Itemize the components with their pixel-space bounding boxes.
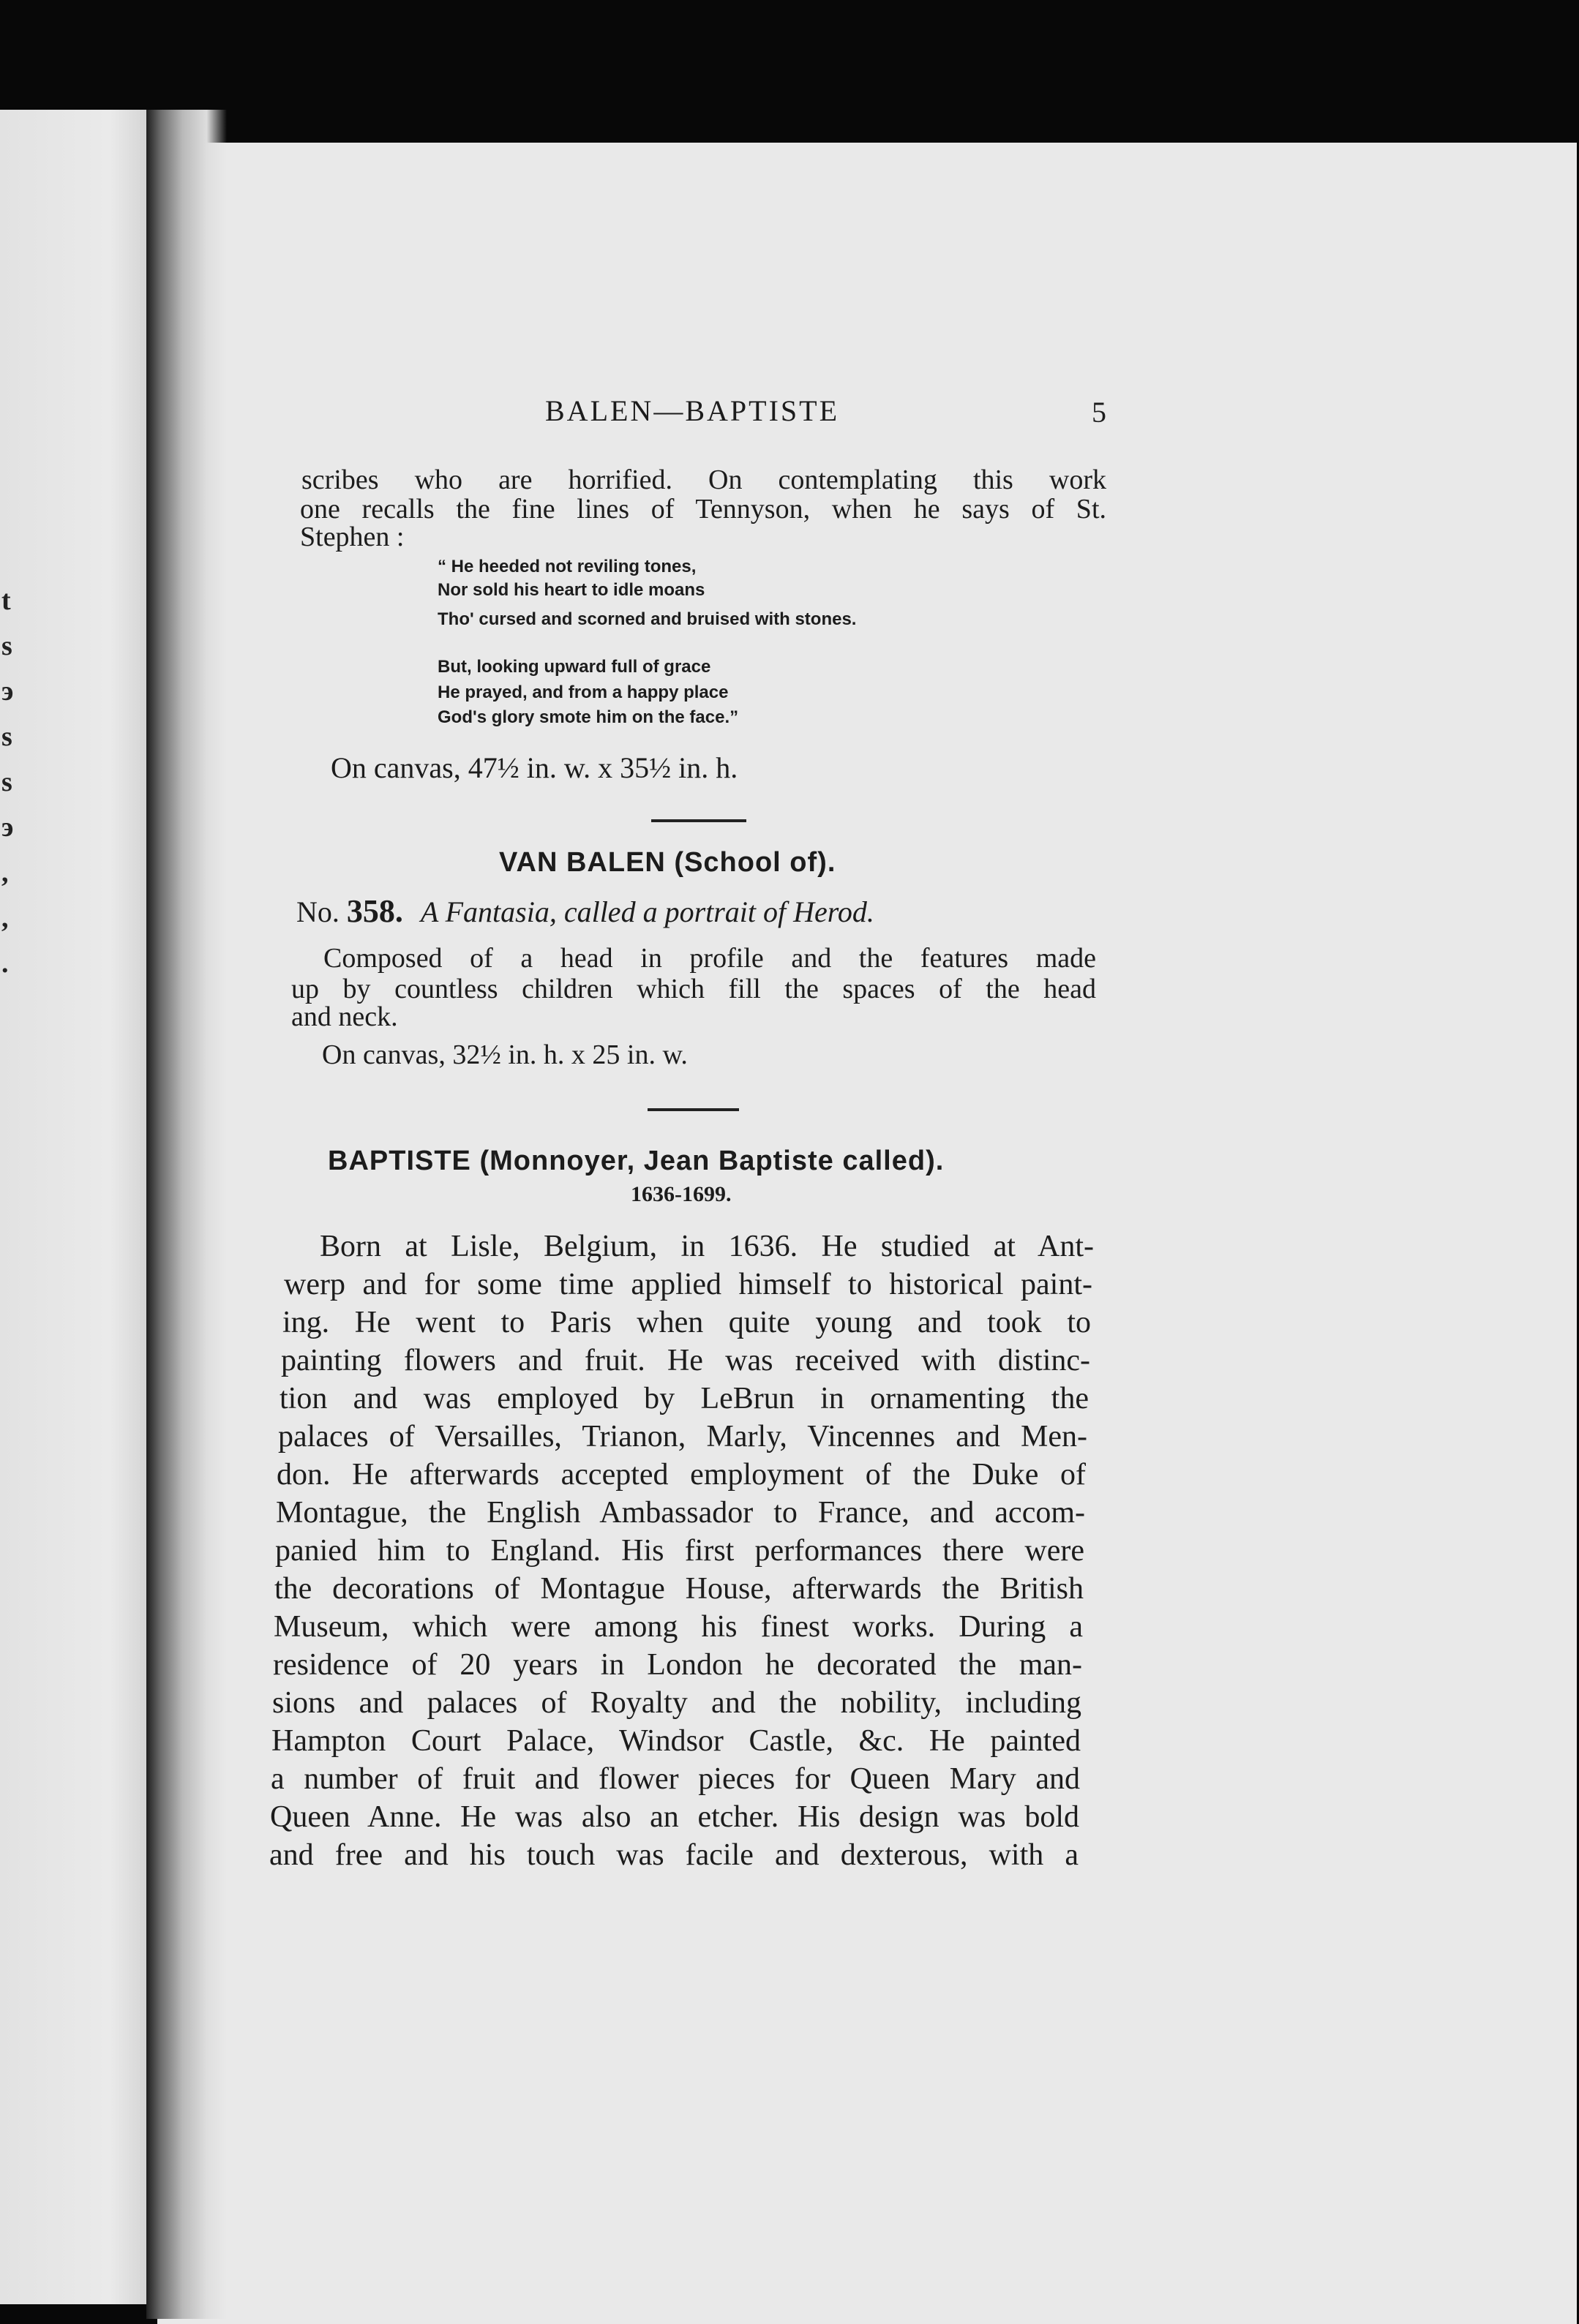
body-line: residence of 20 years in London he decorated the man- xyxy=(273,1648,1082,1682)
body-line: werp and for some time applied himself to historical paint- xyxy=(284,1268,1092,1301)
poem-line: He prayed, and from a happy place xyxy=(438,682,729,702)
body-line: ing. He went to Paris when quite young and took to xyxy=(282,1306,1091,1339)
poem-line: But, looking upward full of grace xyxy=(438,657,711,677)
page-number: 5 xyxy=(1092,396,1106,429)
body-line: Born at Lisle, Belgium, in 1636. He studied at Ant- xyxy=(320,1230,1094,1263)
section-rule xyxy=(651,819,746,822)
margin-mark: э xyxy=(1,812,14,843)
description-line: up by countless children which fill the spaces of the head xyxy=(291,974,1096,1004)
poem-line: “ He heeded not reviling tones, xyxy=(438,557,697,576)
intro-line: one recalls the fine lines of Tennyson, when he says of St. xyxy=(300,494,1106,524)
body-line: Queen Anne. He was also an etcher. His design was bold xyxy=(270,1800,1079,1834)
poem-line: God's glory smote him on the face.” xyxy=(438,707,739,727)
section-rule xyxy=(648,1108,739,1111)
margin-mark: s xyxy=(1,767,12,797)
body-line: painting flowers and fruit. He was received with distinc- xyxy=(281,1344,1090,1377)
margin-mark: . xyxy=(1,948,9,979)
margin-mark: э xyxy=(1,676,14,707)
margin-mark: , xyxy=(1,903,9,933)
poem-line: Nor sold his heart to idle moans xyxy=(438,580,705,600)
margin-mark: , xyxy=(1,857,9,888)
canvas-dimensions: On canvas, 32½ in. h. x 25 in. w. xyxy=(322,1039,688,1070)
margin-mark: t xyxy=(1,585,11,616)
section-heading-van-balen: VAN BALEN (School of). xyxy=(499,847,836,878)
intro-line: scribes who are horrified. On contemplating this work xyxy=(301,465,1106,495)
description-line: and neck. xyxy=(291,1001,398,1032)
body-line: tion and was employed by LeBrun in ornamenting the xyxy=(280,1382,1089,1415)
description-line: Composed of a head in profile and the features made xyxy=(323,943,1096,974)
body-line: a number of fruit and flower pieces for Queen Mary and xyxy=(271,1762,1080,1796)
body-line: Montague, the English Ambassador to France, and accom- xyxy=(276,1496,1085,1530)
body-line: Museum, which were among his finest works. During a xyxy=(274,1610,1083,1644)
margin-mark: s xyxy=(1,631,12,661)
body-line: and free and his touch was facile and dexterous, with a xyxy=(269,1838,1079,1872)
body-line: sions and palaces of Royalty and the nobility, including xyxy=(272,1686,1081,1720)
intro-line: Stephen : xyxy=(300,522,405,552)
margin-mark: s xyxy=(1,721,12,752)
painting-title: A Fantasia, called a portrait of Herod. xyxy=(420,895,874,928)
body-line: palaces of Versailles, Trianon, Marly, Vincennes and Men- xyxy=(278,1420,1087,1454)
poem-line: Tho' cursed and scorned and bruised with stones. xyxy=(438,609,857,629)
catalogue-number-label: No. xyxy=(296,895,340,928)
catalogue-entry xyxy=(296,893,874,929)
body-line: the decorations of Montague House, afterwards the British xyxy=(274,1572,1084,1606)
canvas-dimensions: On canvas, 47½ in. w. x 35½ in. h. xyxy=(331,751,738,784)
body-line: panied him to England. His first performances there were xyxy=(275,1534,1084,1568)
body-line: don. He afterwards accepted employment of the Duke of xyxy=(277,1458,1086,1492)
section-heading-baptiste: BAPTISTE (Monnoyer, Jean Baptiste called). xyxy=(328,1146,945,1176)
catalogue-number: 358. xyxy=(346,893,403,929)
artist-dates: 1636-1699. xyxy=(631,1182,732,1206)
running-head: BALEN—BAPTISTE xyxy=(545,394,839,427)
body-line: Hampton Court Palace, Windsor Castle, &c. He painted xyxy=(271,1724,1081,1758)
